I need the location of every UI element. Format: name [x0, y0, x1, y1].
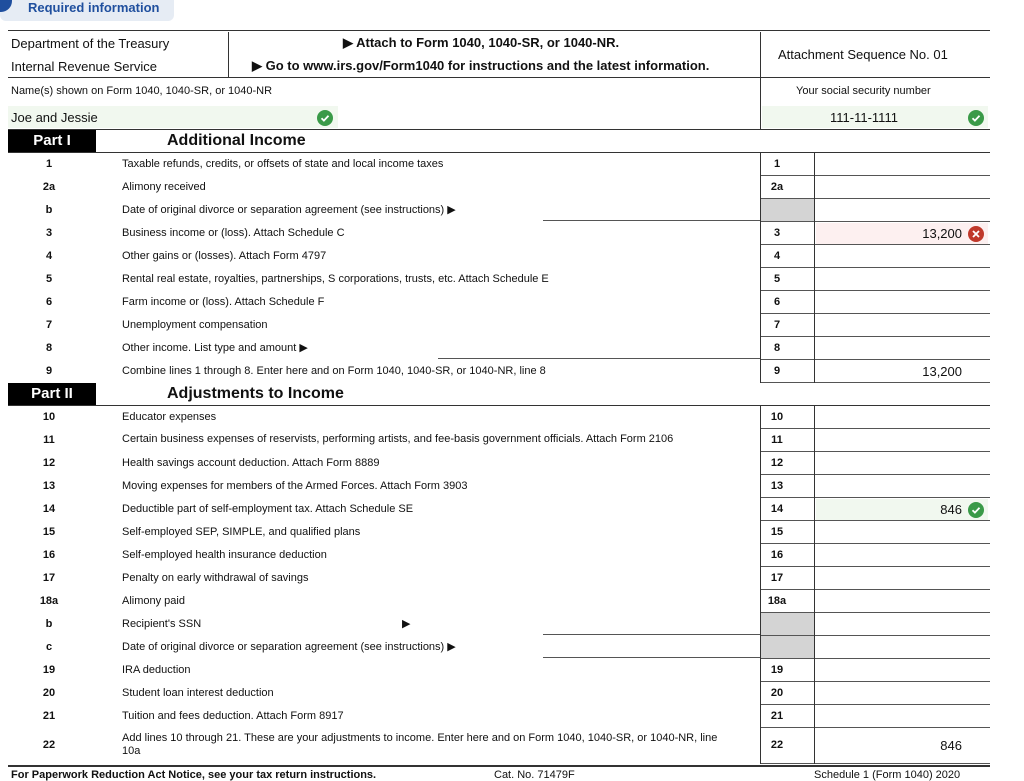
box-number: 15	[770, 525, 784, 538]
names-label: Name(s) shown on Form 1040, 1040-SR, or 1040-NR	[11, 85, 273, 97]
header-bottom-rule	[8, 77, 990, 78]
name-ssn-divider	[760, 77, 761, 129]
line-number: 7	[45, 318, 53, 331]
goto-text: Go to www.irs.gov/Form1040 for instructions and the latest information.	[265, 58, 710, 73]
line-description: IRA deduction	[122, 663, 191, 676]
ok-icon	[968, 502, 984, 518]
line-number: c	[45, 640, 53, 653]
amount-input[interactable]	[816, 154, 988, 175]
box-number: 4	[773, 249, 781, 262]
box-number: 6	[773, 295, 781, 308]
line-number: 16	[42, 548, 56, 561]
amount-input[interactable]	[816, 545, 988, 566]
box-number: 11	[771, 433, 783, 446]
header-divider-1	[228, 32, 229, 77]
amount-input[interactable]	[816, 430, 988, 451]
inline-entry-line[interactable]	[438, 358, 760, 359]
box-number: 8	[773, 341, 781, 354]
line-number: 4	[45, 249, 53, 262]
required-info-label: Required information	[28, 0, 160, 15]
amount-input[interactable]	[816, 683, 988, 704]
amount-input[interactable]	[816, 591, 988, 612]
amount-input[interactable]	[816, 177, 988, 198]
shaded-box	[761, 636, 814, 658]
part2-label: Part II	[8, 383, 96, 405]
line-description: Date of original divorce or separation agreement (see instructions) ▶	[122, 203, 456, 216]
shaded-box	[761, 613, 814, 635]
box-number: 2a	[770, 180, 784, 193]
shaded-box	[761, 199, 814, 221]
line-number: 11	[43, 433, 55, 446]
amount-value: 846	[940, 738, 962, 753]
amount-input[interactable]	[816, 292, 988, 313]
box-number: 3	[773, 226, 781, 239]
line-description: Certain business expenses of reservists, performing artists, and fee-basis government officials. Attach Form 2106	[122, 433, 674, 445]
line-number: 22	[42, 739, 56, 751]
ssn-ok-icon	[968, 110, 984, 126]
line-number: 2a	[42, 180, 56, 193]
box-number: 13	[770, 479, 784, 492]
line-description: Deductible part of self-employment tax. Attach Schedule SE	[122, 502, 414, 515]
box-col-left	[760, 153, 761, 383]
line-description: Rental real estate, royalties, partnerships, S corporations, trusts, etc. Attach Schedule E	[122, 272, 549, 285]
ssn-value: 111-11-1111	[830, 110, 898, 125]
amount-value: 13,200	[922, 363, 962, 379]
line-number: 21	[42, 709, 56, 722]
part2-rule	[8, 405, 990, 406]
box-number: 21	[770, 709, 784, 722]
line-number: 19	[42, 663, 56, 676]
amount-input[interactable]	[816, 246, 988, 267]
box-number: 9	[773, 364, 781, 377]
box-number: 18a	[767, 594, 787, 607]
amount-input[interactable]	[816, 269, 988, 290]
line-description: Taxable refunds, credits, or offsets of state and local income taxes	[122, 157, 444, 170]
row-rule	[761, 382, 990, 383]
line-number: 1	[45, 157, 53, 170]
line-description: Other gains or (losses). Attach Form 4797	[122, 249, 327, 262]
box-number: 17	[770, 571, 784, 584]
line-number: 13	[42, 479, 56, 492]
box-number: 10	[770, 410, 784, 423]
amount-input[interactable]	[816, 453, 988, 474]
line-number: 14	[42, 502, 56, 515]
amount-input[interactable]	[816, 522, 988, 543]
line-description: Self-employed SEP, SIMPLE, and qualified plans	[122, 525, 361, 538]
line-number: 5	[45, 272, 53, 285]
amount-value: 13,200	[922, 225, 962, 241]
amount-input[interactable]	[816, 407, 988, 428]
amount-input[interactable]	[816, 315, 988, 336]
line-number: 12	[42, 456, 56, 469]
line-description: Tuition and fees deduction. Attach Form 8917	[122, 709, 344, 722]
attach-text: Attach to Form 1040, 1040-SR, or 1040-NR.	[356, 35, 620, 50]
amount-input[interactable]	[816, 568, 988, 589]
inline-entry-line[interactable]	[543, 220, 760, 221]
box-number: 22	[770, 739, 784, 751]
inline-entry-line[interactable]	[543, 657, 760, 658]
part1-label: Part I	[8, 130, 96, 152]
part1-title: Additional Income	[167, 132, 306, 149]
amount-input[interactable]	[816, 338, 988, 359]
line-description: Other income. List type and amount ▶	[122, 341, 308, 354]
line-number: b	[45, 203, 53, 216]
attachment-seq: Attachment Sequence No. 01	[778, 47, 948, 62]
box-number: 7	[773, 318, 781, 331]
recipient-ssn-arrow-icon: ▶	[402, 618, 411, 630]
line-description: Alimony paid	[122, 594, 185, 607]
box-col-right	[814, 153, 815, 383]
line-description: Penalty on early withdrawal of savings	[122, 571, 309, 584]
box-number: 14	[770, 502, 784, 515]
header-top-rule	[8, 30, 990, 31]
goto-instruction: ▶ Go to www.irs.gov/Form1040 for instructions and the latest information.	[252, 58, 710, 73]
line-number: 10	[42, 410, 56, 423]
box-col-right	[814, 406, 815, 764]
amount-input[interactable]	[816, 660, 988, 681]
line-number: 3	[45, 226, 53, 239]
box-number: 12	[770, 456, 784, 469]
attach-instruction: ▶ Attach to Form 1040, 1040-SR, or 1040-NR.	[343, 35, 620, 50]
line-number: 8	[45, 341, 53, 354]
line-number: 18a	[39, 594, 59, 607]
footer-rule	[8, 765, 990, 767]
line-description: Farm income or (loss). Attach Schedule F	[122, 295, 325, 308]
dept-treasury: Department of the Treasury	[11, 36, 170, 51]
footer-notice: For Paperwork Reduction Act Notice, see your tax return instructions.	[11, 769, 377, 781]
line-number: 6	[45, 295, 53, 308]
line-number: 17	[42, 571, 56, 584]
line-description: Unemployment compensation	[122, 318, 268, 331]
part2-title: Adjustments to Income	[167, 385, 344, 402]
box-col-left	[760, 406, 761, 764]
box-number: 19	[770, 663, 784, 676]
box-number: 1	[773, 157, 781, 170]
line-number: b	[45, 617, 53, 630]
footer-form-id: Schedule 1 (Form 1040) 2020	[814, 769, 961, 781]
part1-rule	[8, 152, 990, 153]
amount-value: 846	[940, 501, 962, 517]
line-description: Combine lines 1 through 8. Enter here and on Form 1040, 1040-SR, or 1040-NR, line 8	[122, 364, 546, 377]
line-description: Health savings account deduction. Attach Form 8889	[122, 456, 380, 469]
line-description: Add lines 10 through 21. These are your adjustments to income. Enter here and on Form 1040, 1040-SR, or 1040-NR, line 10a	[122, 732, 718, 757]
line-number: 15	[42, 525, 56, 538]
footer-cat-no: Cat. No. 71479F	[494, 769, 575, 781]
irs-name: Internal Revenue Service	[11, 59, 157, 74]
names-value: Joe and Jessie	[11, 110, 98, 125]
amount-input[interactable]	[816, 706, 988, 727]
inline-entry-line[interactable]	[543, 634, 760, 635]
line-description: Recipient's SSN	[122, 617, 202, 630]
line-number: 20	[42, 686, 56, 699]
line-description: Alimony received	[122, 180, 206, 193]
line-description: Moving expenses for members of the Armed Forces. Attach Form 3903	[122, 479, 468, 492]
box-number: 20	[770, 686, 784, 699]
header-divider-2	[760, 32, 761, 77]
line-description: Business income or (loss). Attach Schedule C	[122, 226, 345, 239]
line-description: Date of original divorce or separation agreement (see instructions) ▶	[122, 640, 456, 653]
ssn-label: Your social security number	[796, 85, 931, 97]
box-number: 5	[773, 272, 781, 285]
line-number: 9	[45, 364, 53, 377]
amount-input[interactable]	[816, 476, 988, 497]
line-description: Educator expenses	[122, 410, 217, 423]
box-number: 16	[770, 548, 784, 561]
row-rule	[761, 763, 990, 764]
names-bottom-rule	[8, 129, 990, 130]
line-description: Self-employed health insurance deduction	[122, 548, 327, 561]
names-ok-icon	[317, 110, 333, 126]
line-description: Student loan interest deduction	[122, 686, 274, 699]
error-icon[interactable]	[968, 226, 984, 242]
